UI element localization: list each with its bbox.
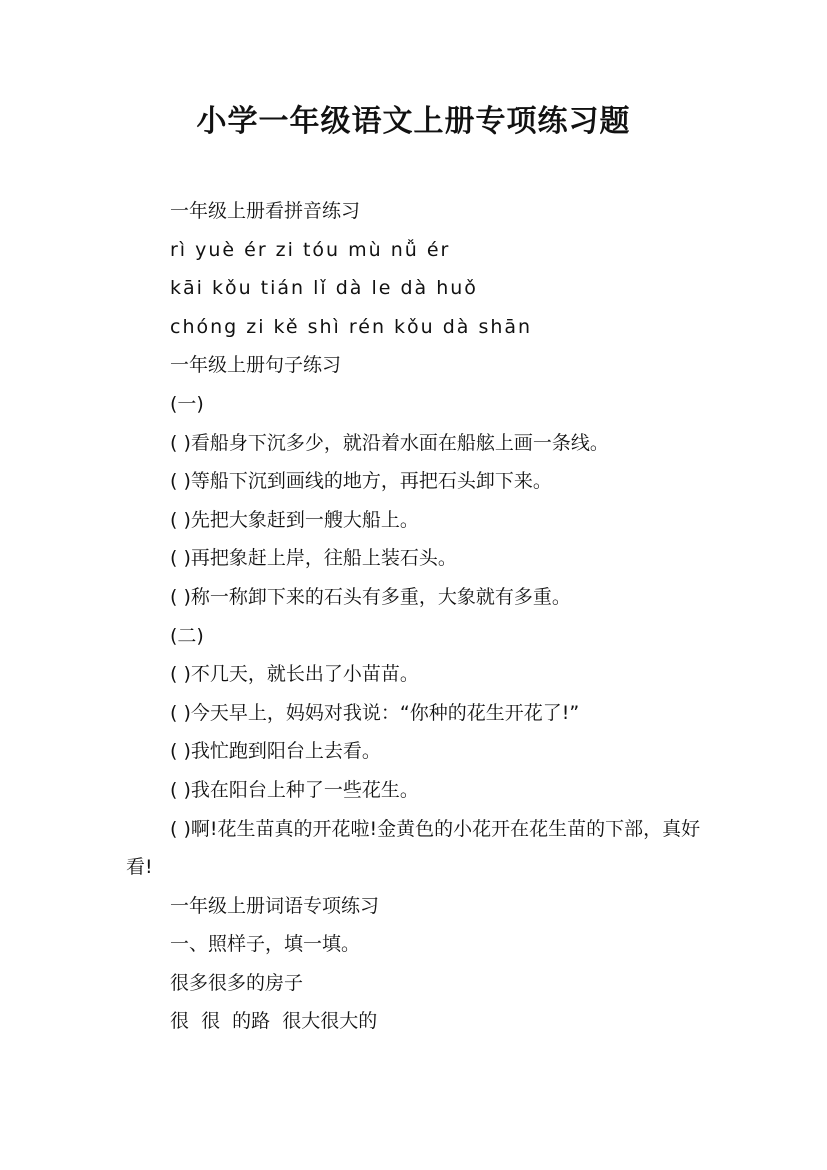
- document-body: [126, 192, 716, 1041]
- pinyin-heading: 一年级上册看拼音练习: [170, 200, 361, 222]
- sentence-item: ( )称一称卸下来的石头有多重，大象就有多重。: [170, 585, 571, 608]
- words-example: 很多很多的房子: [170, 971, 304, 994]
- pinyin-line: rì yuè ér zi tóu mù nǚ ér: [170, 238, 451, 261]
- sentence-item: ( )啊!花生苗真的开花啦!金黄色的小花开在花生苗的下部，真好看!: [126, 817, 701, 879]
- sentence-item: ( )我忙跑到阳台上去看。: [170, 740, 381, 763]
- page-title: 小学一年级语文上册专项练习题: [196, 104, 631, 139]
- group-label: (二): [170, 624, 204, 647]
- sentence-item: ( )我在阳台上种了一些花生。: [170, 778, 419, 801]
- pinyin-line: kāi kǒu tián lǐ dà le dà huǒ: [170, 277, 478, 300]
- sentence-item: ( )再把象赶上岸，往船上装石头。: [170, 547, 457, 570]
- pinyin-line: chóng zi kě shì rén kǒu dà shān: [170, 315, 533, 338]
- sentences-heading: 一年级上册句子练习: [170, 354, 342, 377]
- sentence-item: ( )看船身下沉多少，就沿着水面在船舷上画一条线。: [170, 431, 609, 454]
- sentence-item: ( )不几天，就长出了小苗苗。: [170, 663, 419, 686]
- words-exercise: 很 很 的路 很大很大的: [170, 1010, 378, 1033]
- sentence-item: ( )今天早上，妈妈对我说：“你种的花生开花了!”: [170, 701, 580, 724]
- sentence-item: ( )先把大象赶到一艘大船上。: [170, 508, 419, 531]
- words-instruction: 一、照样子，填一填。: [170, 933, 361, 956]
- group-label: (一): [170, 392, 204, 415]
- words-heading: 一年级上册词语专项练习: [170, 894, 380, 917]
- sentence-item: ( )等船下沉到画线的地方，再把石头卸下来。: [170, 470, 552, 493]
